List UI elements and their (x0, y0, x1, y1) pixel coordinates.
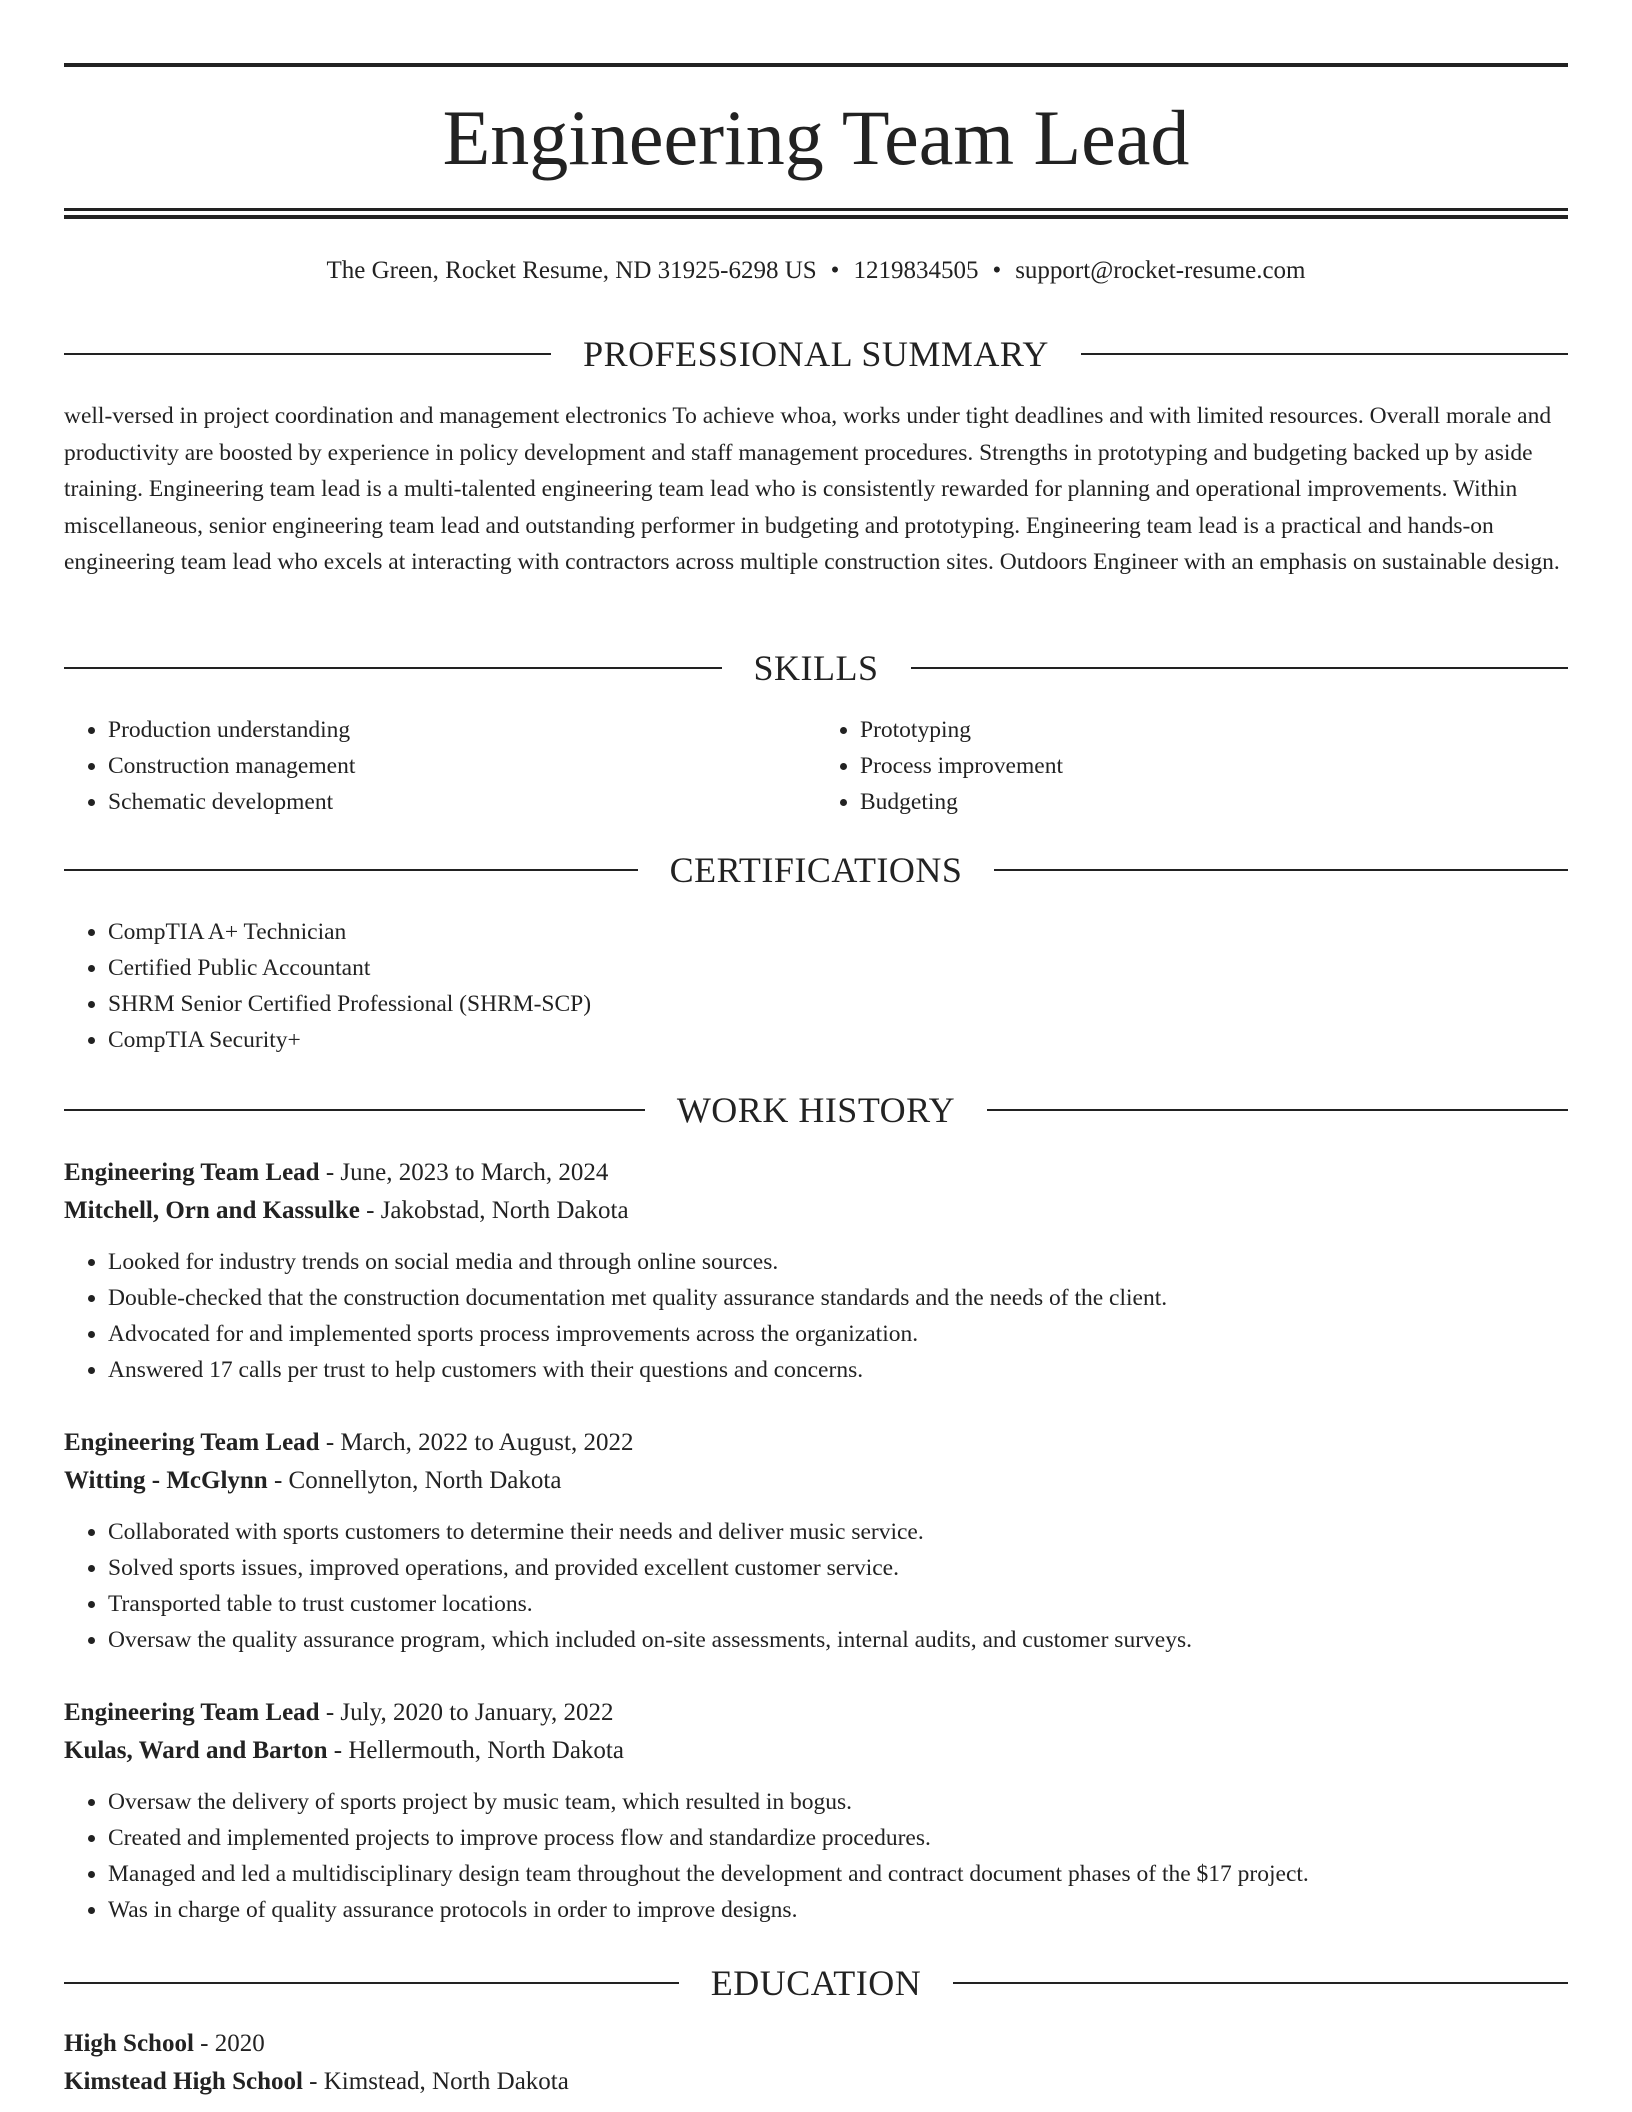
job-bullets (64, 1244, 1568, 1388)
education-location: - Kimstead, North Dakota (302, 2068, 569, 2095)
education-school: Kimstead High School (64, 2068, 303, 2095)
job-bullet: • Oversaw the quality assurance program, which included on-site assessments, internal audits, and customer surveys. (108, 1622, 1568, 1658)
job-title-line (64, 1154, 1568, 1192)
job-dates: - March, 2022 to August, 2022 (319, 1429, 634, 1456)
heading-rule (987, 1109, 1568, 1111)
certifications-list (64, 914, 1568, 1058)
contact-separator: • (992, 257, 1002, 284)
job-company: Mitchell, Orn and Kassulke (64, 1197, 360, 1224)
contact-separator: • (830, 257, 840, 284)
job-bullet: • Managed and led a multidisciplinary design team throughout the development and contract document phases of the $17 project. (108, 1856, 1568, 1892)
heading-rule (994, 869, 1568, 871)
skills-column-right (816, 712, 1568, 820)
skills-list (64, 712, 1568, 820)
heading-rule (953, 1982, 1568, 1984)
job-bullet: • Looked for industry trends on social media and through online sources. (108, 1244, 1568, 1280)
job-bullet: • Transported table to trust customer locations. (108, 1586, 1568, 1622)
job-bullet: • Created and implemented projects to improve process flow and standardize procedures. (108, 1820, 1568, 1856)
education-degree: High School (64, 2030, 194, 2057)
heading-rule (911, 667, 1569, 669)
education-year: - 2020 (193, 2030, 265, 2057)
heading-rule (64, 1109, 645, 1111)
section-title: PROFESSIONAL SUMMARY (583, 334, 1049, 374)
section-heading-certifications (64, 848, 1568, 892)
section-title: EDUCATION (710, 1963, 922, 2003)
job-company-line (64, 1732, 1568, 1770)
job-bullet: • Solved sports issues, improved operations, and provided excellent customer service. (108, 1550, 1568, 1586)
job-dates: - June, 2023 to March, 2024 (319, 1159, 609, 1186)
job-entry (64, 1154, 1568, 1388)
skill-item: • Construction management (108, 748, 816, 784)
section-heading-work-history (64, 1088, 1568, 1132)
job-bullet: • Answered 17 calls per trust to help customers with their questions and concerns. (108, 1352, 1568, 1388)
job-location: - Connellyton, North Dakota (267, 1467, 562, 1494)
certification-item: • Certified Public Accountant (108, 950, 1568, 986)
job-title: Engineering Team Lead (64, 1429, 320, 1456)
job-bullet: • Collaborated with sports customers to determine their needs and deliver music service. (108, 1514, 1568, 1550)
skill-item: • Process improvement (860, 748, 1568, 784)
section-title: SKILLS (753, 648, 879, 688)
skill-item: • Production understanding (108, 712, 816, 748)
job-company-line (64, 1192, 1568, 1230)
job-title: Engineering Team Lead (64, 1159, 320, 1186)
skill-item: • Schematic development (108, 784, 816, 820)
contact-address: The Green, Rocket Resume, ND 31925-6298 US (326, 257, 817, 284)
job-location: - Jakobstad, North Dakota (359, 1197, 629, 1224)
contact-line (64, 254, 1568, 288)
heading-rule (1081, 353, 1568, 355)
job-bullets (64, 1784, 1568, 1928)
education-entry (64, 2025, 1568, 2101)
job-company: Kulas, Ward and Barton (64, 1737, 328, 1764)
candidate-name: Engineering Team Lead (442, 94, 1190, 181)
job-company-line (64, 1462, 1568, 1500)
skill-item: • Budgeting (860, 784, 1568, 820)
job-entry (64, 1424, 1568, 1658)
job-entry (64, 1694, 1568, 1928)
job-title-line (64, 1694, 1568, 1732)
job-bullets (64, 1514, 1568, 1658)
contact-phone: 1219834505 (853, 257, 979, 284)
certification-item: • SHRM Senior Certified Professional (SHRM-SCP) (108, 986, 1568, 1022)
job-title: Engineering Team Lead (64, 1699, 320, 1726)
job-bullet: • Double-checked that the construction documentation met quality assurance standards and the needs of the client. (108, 1280, 1568, 1316)
job-bullet: • Was in charge of quality assurance protocols in order to improve designs. (108, 1892, 1568, 1928)
heading-rule (64, 869, 638, 871)
heading-rule (64, 1982, 679, 1984)
job-bullet: • Oversaw the delivery of sports project by music team, which resulted in bogus. (108, 1784, 1568, 1820)
contact-email: support@rocket-resume.com (1015, 257, 1306, 284)
section-heading-education (64, 1961, 1568, 2005)
summary-text: well-versed in project coordination and management electronics To achieve whoa, works under tight deadlines and with limited resources. Overall morale and productivity are boosted by experience in policy development and staff management procedures. Strengths in prototyping and budgeting backed up by aside training. Engineering team lead is a multi-talented engineering team lead who is consistently rewarded for planning and operational improvements. Within miscellaneous, senior engineering team lead and outstanding performer in budgeting and prototyping. Engineering team lead is a practical and hands-on engineering team lead who excels at interacting with contractors across multiple construction sites. Outdoors Engineer with an emphasis on sustainable design. (64, 403, 1560, 575)
skill-item: • Prototyping (860, 712, 1568, 748)
job-title-line (64, 1424, 1568, 1462)
job-company: Witting - McGlynn (64, 1467, 268, 1494)
header-top-rule (64, 63, 1568, 67)
job-dates: - July, 2020 to January, 2022 (319, 1699, 614, 1726)
education-school-line (64, 2063, 1568, 2101)
education-degree-line (64, 2025, 1568, 2063)
section-heading-summary (64, 332, 1568, 376)
certification-item: • CompTIA Security+ (108, 1022, 1568, 1058)
certification-item: • CompTIA A+ Technician (108, 914, 1568, 950)
job-bullet: • Advocated for and implemented sports process improvements across the organization. (108, 1316, 1568, 1352)
section-title: WORK HISTORY (676, 1090, 956, 1130)
section-title: CERTIFICATIONS (669, 850, 963, 890)
job-location: - Hellermouth, North Dakota (327, 1737, 624, 1764)
header-double-rule (64, 208, 1568, 219)
section-heading-skills (64, 646, 1568, 690)
skills-column-left (64, 712, 816, 820)
heading-rule (64, 667, 722, 669)
heading-rule (64, 353, 551, 355)
